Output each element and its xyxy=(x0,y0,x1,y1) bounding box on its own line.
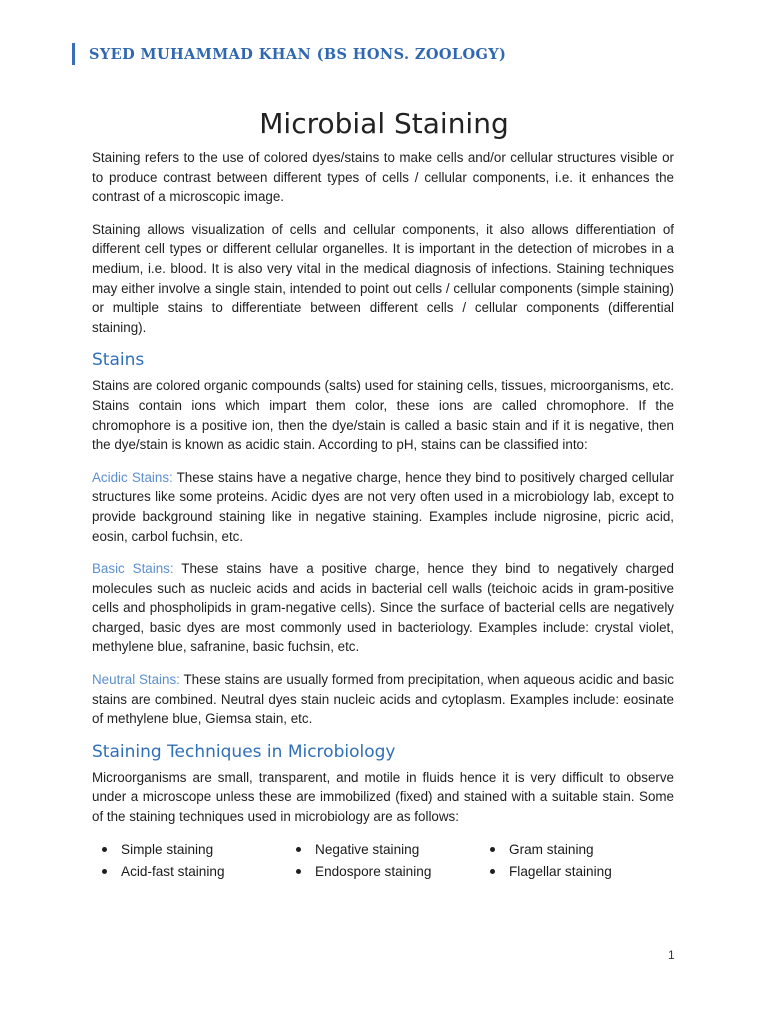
neutral-stains-text: These stains are usually formed from precipitation, when aqueous acidic and basic stains are combined. Neutral dyes stain nucleic acids and cytoplasm. Examples include: eosinate of methylene blue, Giemsa stain, etc. xyxy=(92,672,675,727)
acidic-stains-text: These stains have a negative charge, hence they bind to positively charged cellular structures like some proteins. Acidic dyes are not very often used in a microbiology lab, except to provide background staining like in negative staining. Examples include nigrosine, picric acid, eosin, carbol fuchsin, etc. xyxy=(92,469,674,544)
list-item: Negative staining xyxy=(296,840,490,860)
list-item: Acid-fast staining xyxy=(102,862,296,882)
acidic-stains-paragraph xyxy=(92,468,674,546)
techniques-list xyxy=(92,840,674,882)
page-title: Microbial Staining xyxy=(259,106,509,140)
intro-paragraph-1: Staining refers to the use of colored dyes/stains to make cells and/or cellular structures visible or to produce contrast between different types of cells / cellular components, i.e. it enhances the contrast of a microscopic image. xyxy=(92,150,674,205)
basic-stains-paragraph xyxy=(92,559,674,657)
document-body xyxy=(92,148,674,882)
techniques-paragraph: Microorganisms are small, transparent, and motile in fluids hence it is very difficult to observe under a microscope unless these are immobilized (fixed) and stained with a suitable stain. Some of the staining techniques used in microbiology are as follows: xyxy=(92,769,674,825)
bullet-icon xyxy=(490,869,495,874)
bullet-icon xyxy=(102,847,107,852)
stains-paragraph: Stains are colored organic compounds (salts) used for staining cells, tissues, microorganisms, etc. Stains contain ions which impart them color, these ions are called chromophore. If the chromophore is a positive ion, then the dye/stain is called a basic stain and if it is negative, then the dye/stain is known as acidic stain. According to pH, stains can be classified into: xyxy=(92,378,674,453)
bullet-icon xyxy=(296,869,301,874)
bullet-icon xyxy=(490,847,495,852)
header-accent-bar xyxy=(72,43,75,65)
intro-paragraph-2: Staining allows visualization of cells and cellular components, it also allows differentiation of different cell types or different cellular organelles. It is important in the detection of microbes in a medium, i.e. blood. It is also very vital in the medical diagnosis of infections. Staining techniques may either involve a single stain, intended to point out cells / cellular components (simple staining) or multiple stains to differentiate between different cells / cellular components (differential staining). xyxy=(92,221,674,335)
stains-heading: Stains xyxy=(92,350,145,371)
basic-stains-text: These stains have a positive charge, hence they bind to negatively charged molecules such as nucleic acids and acids in bacterial cell walls (teichoic acids in gram-positive cells and phospholipids in gram-negative cells). Since the surface of bacterial cells are negatively charged, basic dyes are most commonly used in bacteriology. Examples include: crystal violet, methylene blue, safranine, basic fuchsin, etc. xyxy=(92,561,674,655)
neutral-stains-paragraph xyxy=(92,670,674,729)
neutral-stains-label: Neutral Stains: xyxy=(92,672,180,688)
basic-stains-label: Basic Stains: xyxy=(92,561,174,577)
acidic-stains-label: Acidic Stains: xyxy=(92,469,173,485)
page-header xyxy=(72,40,506,68)
header-author: SYED MUHAMMAD KHAN (BS HONS. ZOOLOGY) xyxy=(89,45,507,63)
bullet-icon xyxy=(296,847,301,852)
techniques-heading: Staining Techniques in Microbiology xyxy=(92,741,396,762)
bullet-icon xyxy=(102,869,107,874)
list-item: Flagellar staining xyxy=(490,862,684,882)
list-item: Simple staining xyxy=(102,840,296,860)
list-item: Gram staining xyxy=(490,840,684,860)
list-item: Endospore staining xyxy=(296,862,490,882)
page-number: 1 xyxy=(668,948,675,962)
